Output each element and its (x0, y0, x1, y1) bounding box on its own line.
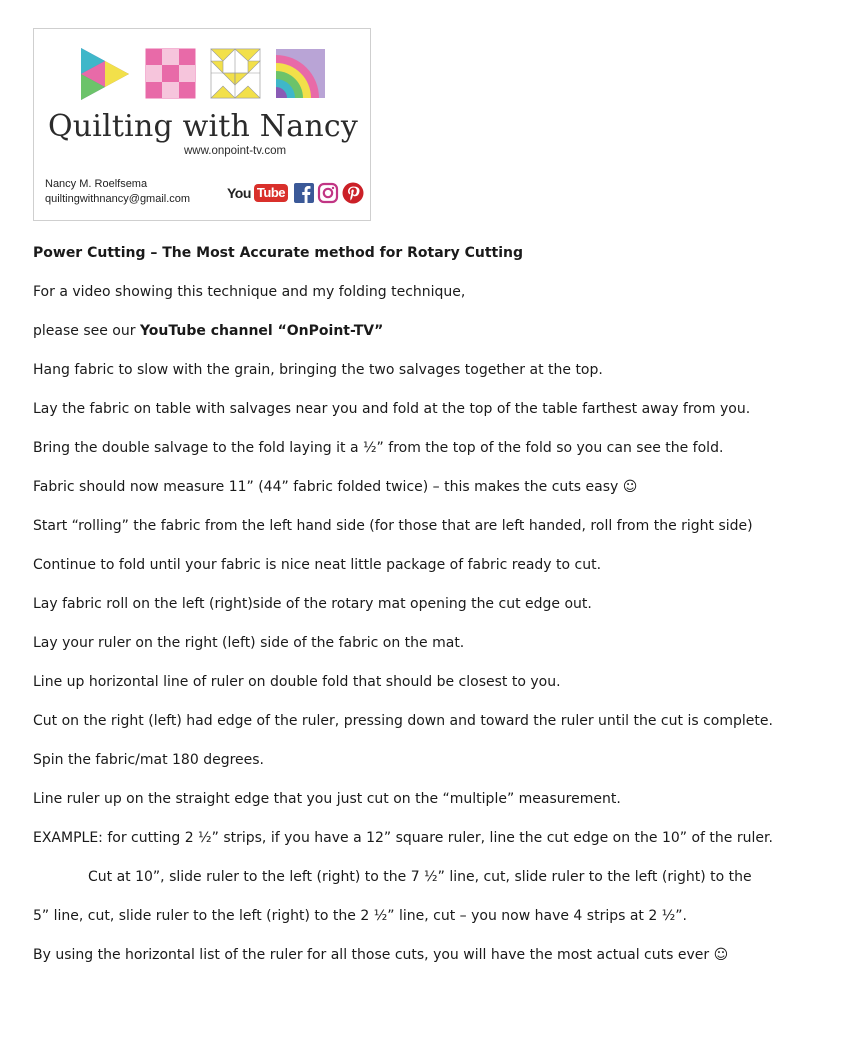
step-line: Fabric should now measure 11” (44” fabric folded twice) – this makes the cuts easy ☺ (33, 479, 638, 495)
facebook-icon (294, 183, 314, 203)
contact-name: Nancy M. Roelfsema (45, 178, 148, 190)
step-line: Bring the double salvage to the fold laying it a ½” from the top of the fold so you can see the fold. (33, 440, 724, 456)
step-line: Lay the fabric on table with salvages near you and fold at the top of the table farthest away from you. (33, 401, 751, 417)
step-line: Hang fabric to slow with the grain, bringing the two salvages together at the top. (33, 362, 603, 378)
step-line: Line ruler up on the straight edge that you just cut on the “multiple” measurement. (33, 791, 621, 807)
step-line: Start “rolling” the fabric from the left hand side (for those that are left handed, roll from the right side) (33, 518, 753, 534)
pinterest-icon (342, 182, 364, 204)
quilt-blocks-logo (81, 48, 326, 100)
fan-block-icon (276, 49, 325, 98)
brand-name: Quilting with Nancy (47, 109, 358, 144)
social-icons (227, 181, 364, 205)
document-body (33, 243, 823, 984)
intro-line-2 (33, 321, 823, 360)
document-title: Power Cutting – The Most Accurate method for Rotary Cutting (33, 245, 523, 261)
youtube-logo-tube: Tube (254, 184, 288, 202)
contact-email: quiltingwithnancy@gmail.com (45, 193, 191, 205)
intro-line-1: For a video showing this technique and my folding technique, (33, 284, 466, 300)
flying-geese-block-icon (211, 49, 260, 98)
youtube-logo-you: You (227, 185, 251, 201)
checkerboard-block-icon (146, 49, 195, 98)
step-line: Lay fabric roll on the left (right)side of the rotary mat opening the cut edge out. (33, 596, 592, 612)
example-detail-line: 5” line, cut, slide ruler to the left (right) to the 2 ½” line, cut – you now have 4 strips at 2 ½”. (33, 908, 687, 924)
intro-prefix: please see our (33, 323, 140, 339)
brand-url: www.onpoint-tv.com (184, 145, 287, 157)
logo-business-card (33, 28, 371, 221)
step-line: Lay your ruler on the right (left) side of the fabric on the mat. (33, 635, 465, 651)
closing-line: By using the horizontal list of the ruler for all those cuts, you will have the most actual cuts ever ☺ (33, 947, 729, 963)
example-line: EXAMPLE: for cutting 2 ½” strips, if you have a 12” square ruler, line the cut edge on the 10” of the ruler. (33, 830, 773, 846)
step-line: Spin the fabric/mat 180 degrees. (33, 752, 264, 768)
instagram-icon (317, 182, 339, 204)
example-detail-line: Cut at 10”, slide ruler to the left (right) to the 7 ½” line, cut, slide ruler to the left (right) to the (88, 869, 752, 885)
youtube-channel-reference: YouTube channel “OnPoint-TV” (139, 323, 384, 339)
step-line: Cut on the right (left) had edge of the ruler, pressing down and toward the ruler until the cut is complete. (33, 713, 773, 729)
step-line: Continue to fold until your fabric is nice neat little package of fabric ready to cut. (33, 557, 602, 573)
triangle-block-icon (81, 48, 129, 100)
step-line: Line up horizontal line of ruler on double fold that should be closest to you. (33, 674, 561, 690)
